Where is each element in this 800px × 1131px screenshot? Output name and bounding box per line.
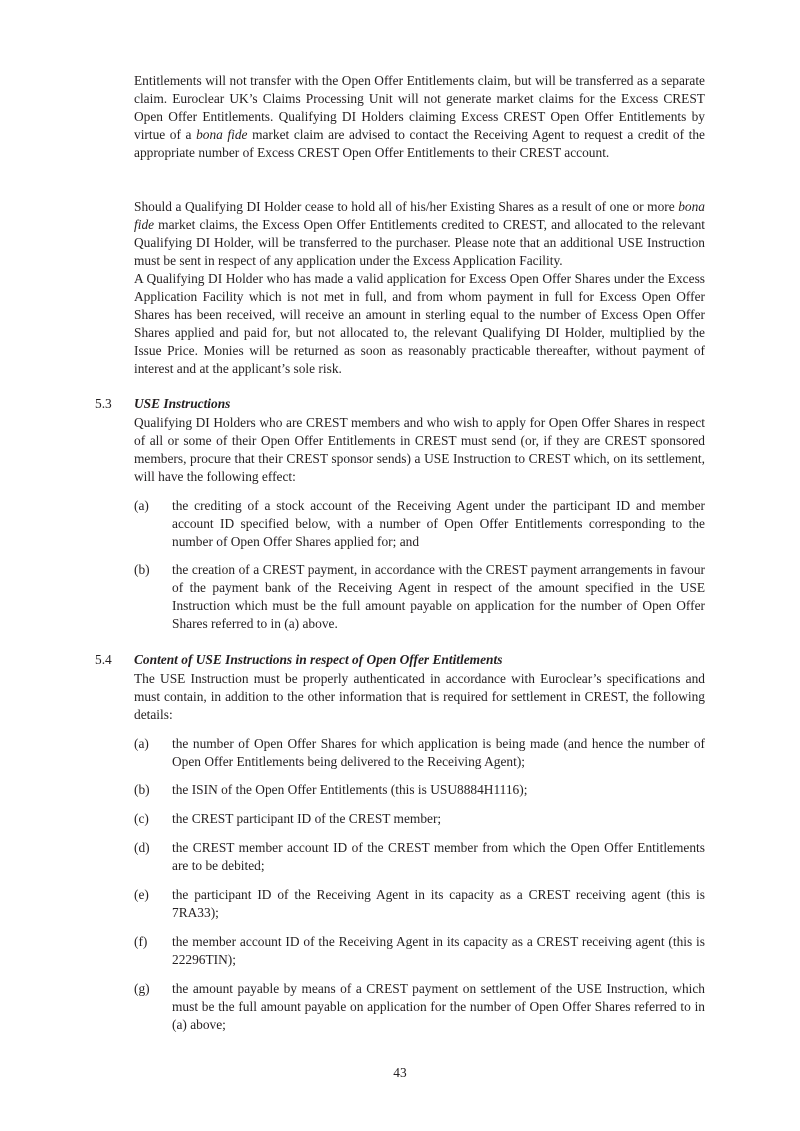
section-5-3-number: 5.3: [95, 396, 112, 411]
paragraph-unmet-application: [134, 270, 705, 378]
list-item-label: (d): [134, 840, 150, 855]
italic-term: bona fide: [196, 127, 248, 142]
text-run: market claims, the Excess Open Offer Entitlements credited to CREST, and allocated to the relevant Qualifying DI Holder, will be transferred to the purchaser. Please note that an additional USE Instruction must be sent in respect of any application under the Excess Application Facility.: [134, 217, 705, 268]
paragraph-cease-to-hold: [134, 198, 705, 270]
list-item-label: (c): [134, 811, 149, 826]
list-item-text: the amount payable by means of a CREST payment on settlement of the USE Instruction, which must be the full amount payable on application for the number of Open Offer Shares referred to in (a) above;: [172, 981, 705, 1032]
italic-term: bona fide: [134, 199, 705, 232]
list-item-label: (a): [134, 498, 149, 513]
list-item-text: the ISIN of the Open Offer Entitlements (this is USU8884H1116);: [172, 782, 528, 797]
section-5-3-intro: Qualifying DI Holders who are CREST members and who wish to apply for Open Offer Shares in respect of all or some of their Open Offer Entitlements in CREST must send (or, if they are CREST sponsored members, procure that their CREST sponsor sends) a USE Instruction to CREST which, on its settlement, will have the following effect:: [134, 415, 705, 484]
text-run: market claim are advised to contact the Receiving Agent to request a credit of the appropriate number of Excess CREST Open Offer Entitlements to their CREST account.: [134, 127, 705, 160]
text-run: Should a Qualifying DI Holder cease to hold all of his/her Existing Shares as a result of one or more: [134, 199, 679, 214]
list-item-label: (a): [134, 736, 149, 751]
list-item-label: (f): [134, 934, 148, 949]
page-number: 43: [393, 1065, 407, 1080]
section-5-4-title: Content of USE Instructions in respect of Open Offer Entitlements: [134, 652, 503, 667]
text-run: Entitlements will not transfer with the Open Offer Entitlements claim, but will be transferred as a separate claim. Euroclear UK’s Claims Processing Unit will not generate market claims for the Excess CREST Open Offer Entitlements. Qualifying DI Holders claiming Excess CREST Open Offer Entitlements by virtue of a: [134, 73, 705, 142]
list-item-text: the creation of a CREST payment, in accordance with the CREST payment arrangements in favour of the payment bank of the Receiving Agent in respect of the amount specified in the USE Instruction which must be the full amount payable on application for the number of Open Offer Shares referred to in (a) above.: [172, 562, 705, 631]
list-item-text: the crediting of a stock account of the Receiving Agent under the participant ID and member account ID specified below, with a number of Open Offer Entitlements corresponding to the number of Open Offer Shares applied for; and: [172, 498, 705, 549]
section-5-4-intro: The USE Instruction must be properly authenticated in accordance with Euroclear’s specifications and must contain, in addition to the other information that is required for settlement in CREST, the following details:: [134, 671, 705, 722]
list-item-label: (g): [134, 981, 150, 996]
section-5-4-number: 5.4: [95, 652, 112, 667]
list-item-text: the participant ID of the Receiving Agent in its capacity as a CREST receiving agent (this is 7RA33);: [172, 887, 705, 920]
list-item-label: (b): [134, 562, 150, 577]
text-run: A Qualifying DI Holder who has made a valid application for Excess Open Offer Shares under the Excess Application Facility which is not met in full, and from whom payment in full for Excess Open Offer Shares has been received, will receive an amount in sterling equal to the number of Excess Open Offer Shares applied and paid for, but not allocated to, the relevant Qualifying DI Holder, multiplied by the Issue Price. Monies will be returned as soon as reasonably practicable thereafter, without payment of interest and at the applicant’s sole risk.: [134, 271, 705, 376]
list-item-text: the CREST member account ID of the CREST member from which the Open Offer Entitlements are to be debited;: [172, 840, 705, 873]
section-5-3-title: USE Instructions: [134, 396, 231, 411]
list-item-text: the member account ID of the Receiving Agent in its capacity as a CREST receiving agent (this is 22296TIN);: [172, 934, 705, 967]
list-item-label: (e): [134, 887, 149, 902]
list-item-label: (b): [134, 782, 150, 797]
list-item-text: the number of Open Offer Shares for which application is being made (and hence the number of Open Offer Entitlements being delivered to the Receiving Agent);: [172, 736, 705, 769]
list-item-text: the CREST participant ID of the CREST member;: [172, 811, 442, 826]
paragraph-excess-claims: [134, 72, 705, 162]
